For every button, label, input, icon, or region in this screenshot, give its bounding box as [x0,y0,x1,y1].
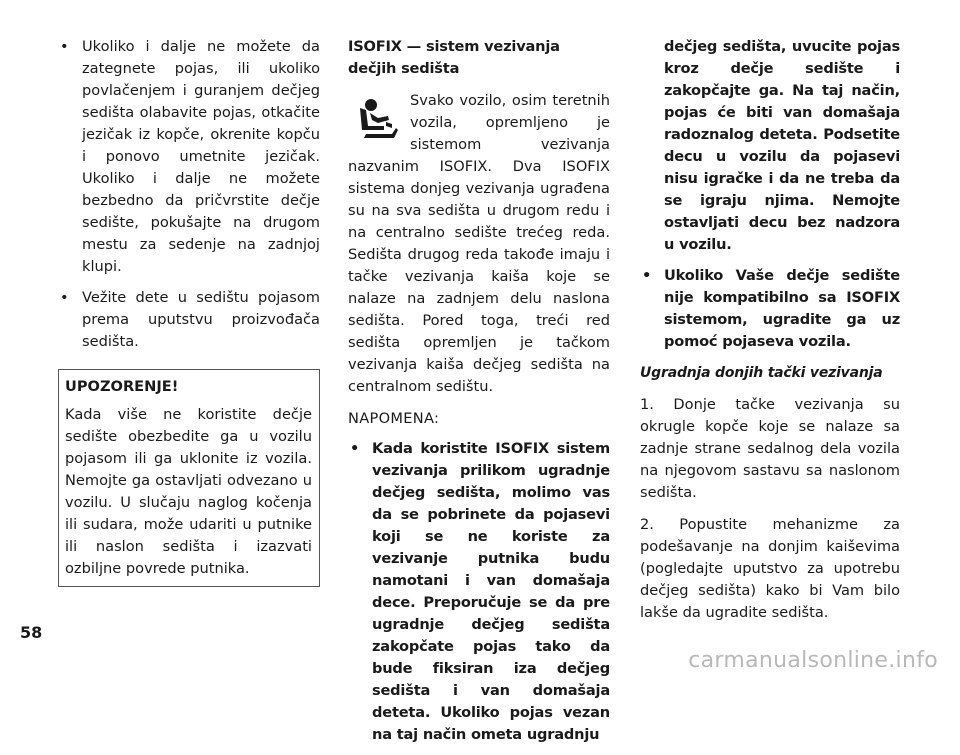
paragraph: 2. Popustite mehanizme za podešavanje na donjim kaiševima (pogledajte uputstvo za upotrebu dečjeg sedišta) kako bi Vam bilo lakše da ugradite sedišta. [640,516,900,621]
bold-bullet-text: Ukoliko Vaše dečje sedište nije kompatibilno sa ISOFIX sistemom, ugradite ga uz pomoć pojaseva vozila. [664,267,900,350]
paragraph: 1. Donje tačke vezivanja su okrugle kopče koje se nalaze sa zadnje strane sedalnog dela vozila na njegovom sastavu sa naslonom sedišta. [640,396,900,501]
bullet-item [58,36,320,278]
left-column [58,36,320,587]
subheading: Ugradnja donjih tački vezivanja [640,365,883,381]
intro-block [348,90,610,398]
bold-bullet [640,265,900,353]
page-number: 58 [20,623,43,642]
note-bullet-text: Kada koristite ISOFIX sistem vezivanja prilikom ugradnje dečjeg sedišta, molimo vas da se pobrinete da pojasevi koji se ne koriste za vezivanje putnika budu namotani i van domašaja dece. Preporučuje se da pre ugradnje dečjeg sedišta zakopčate pojas tako da bude fiksiran iza dečjeg sedišta i van domašaja deteta. Ukoliko pojas vezan na taj način ometa ugradnju [372,440,610,743]
note-label: NAPOMENA: [348,410,440,427]
section-heading: ISOFIX — sistem vezivanja dečjih sedišta [348,38,560,77]
note-continuation: dečjeg sedišta, uvucite pojas kroz dečje sedište i zakopčajte ga. Na taj način, pojas će biti van domašaja radoznalog deteta. Podsetite decu u vozilu da pojasevi nisu igračke i da ne treba da se igraju njima. Nemojte ostavljati decu bez nadzora u vozilu. [664,38,900,253]
right-column [640,36,900,634]
note-bullet [348,438,610,746]
bullet-text: Ukoliko i dalje ne možete da zategnete pojas, ili ukoliko povlačenjem i guranjem dečjeg sedišta olabavite pojas, otkačite jezičak iz kopče, okrenite kopču i ponovo umetnite jezičak. Ukoliko i dalje ne možete bezbedno da pričvrstite dečje sedište, pokušajte na drugom mestu za sedenje na zadnjoj klupi. [82,38,320,275]
bullet-dot: • [350,440,360,457]
middle-column [348,36,610,755]
bullet-item [58,287,320,353]
warning-body: Kada više ne koristite dečje sedište obezbedite ga u vozilu pojasom ili ga uklonite iz vozila. Nemojte ga ostavljati odvezano u vozilu. U slučaju naglog kočenja ili sudara, može udariti u putnike ili naslon sedišta i izazvati ozbiljne povrede putnika. [65,406,312,577]
watermark: carmanualsonline.info [688,648,938,673]
child-seat-icon [352,96,400,142]
intro-text: Svako vozilo, osim teretnih vozila, opremljeno je sistemom vezivanja nazvanim ISOFIX. Dva ISOFIX sistema donjeg vezivanja ugrađena su na sva sedišta u drugom redu i na centralno sedište trećeg reda. Sedišta drugog reda takođe imaju i tačke vezivanja kaiša koje se nalaze na zadnjem delu naslona sedišta. Pored toga, treći red sedišta opremljen je tačkom vezivanja kaiša dečjeg sedišta na centralnom sedištu. [348,92,610,395]
bullet-dot: • [60,289,69,306]
bullet-dot: • [642,267,652,284]
bullet-dot: • [60,38,69,55]
warning-title: UPOZORENJE! [65,378,179,395]
warning-box [58,369,320,587]
bullet-text: Vežite dete u sedištu pojasom prema uputstvu proizvođača sedišta. [82,289,320,350]
